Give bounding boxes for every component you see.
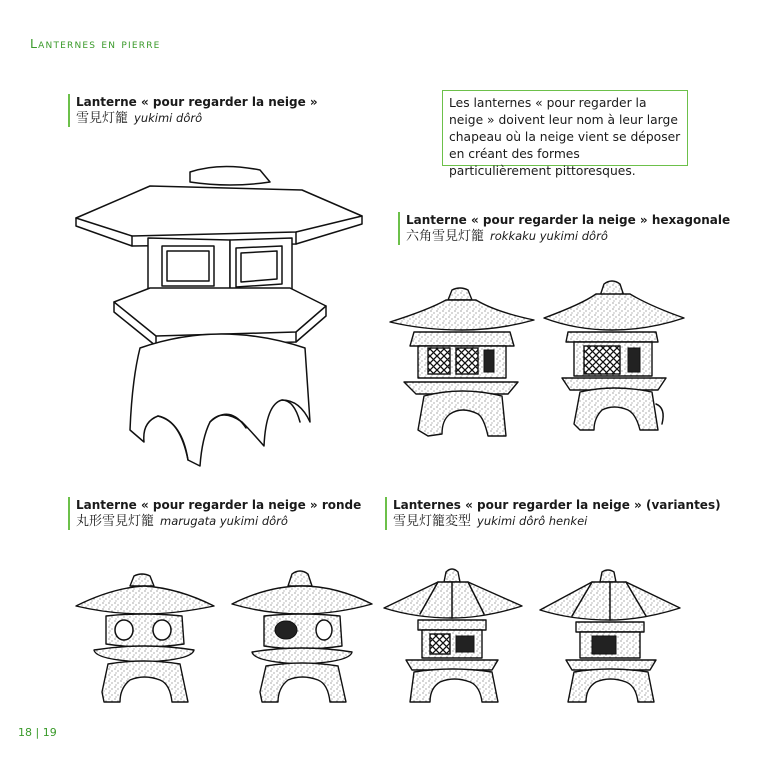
caption-japanese: 雪見灯籠 (76, 111, 129, 126)
variant-lantern-1 (380, 566, 526, 706)
caption-title: Lanterne « pour regarder la neige » (76, 95, 318, 109)
caption-variants (385, 497, 721, 530)
hexagonal-lantern-2 (540, 278, 686, 438)
variant-lantern-2 (536, 568, 684, 706)
caption-japanese: 六角雪見灯籠 (406, 229, 485, 244)
caption-japanese: 雪見灯籠変型 (393, 514, 472, 529)
yukimi-lantern-illustration (70, 160, 370, 475)
caption-hexagonal (398, 212, 730, 245)
caption-round (68, 497, 361, 530)
caption-romaji: marugata yukimi dôrô (160, 514, 288, 528)
caption-romaji: yukimi dôrô (134, 111, 203, 125)
caption-romaji: rokkaku yukimi dôrô (490, 229, 608, 243)
page-numbers: 18 | 19 (18, 726, 57, 739)
caption-title: Lanterne « pour regarder la neige » ronde (76, 498, 362, 512)
caption-japanese: 丸形雪見灯籠 (76, 514, 155, 529)
caption-romaji: yukimi dôrô henkei (477, 514, 588, 528)
round-lantern-1 (72, 572, 218, 706)
info-box (442, 90, 688, 178)
caption-title: Lanternes « pour regarder la neige » (variantes) (393, 498, 721, 512)
hexagonal-lantern-1 (388, 286, 536, 438)
caption-title: Lanterne « pour regarder la neige » hexagonale (406, 213, 731, 227)
running-head: Lanternes en pierre (30, 36, 161, 51)
round-lantern-2 (228, 568, 376, 706)
caption-yukimi (68, 94, 318, 127)
info-box-text: Les lanternes « pour regarder la neige » doivent leur nom à leur large chapeau où la neige vient se déposer en créant des formes particulièrement pittoresques. (449, 96, 681, 178)
